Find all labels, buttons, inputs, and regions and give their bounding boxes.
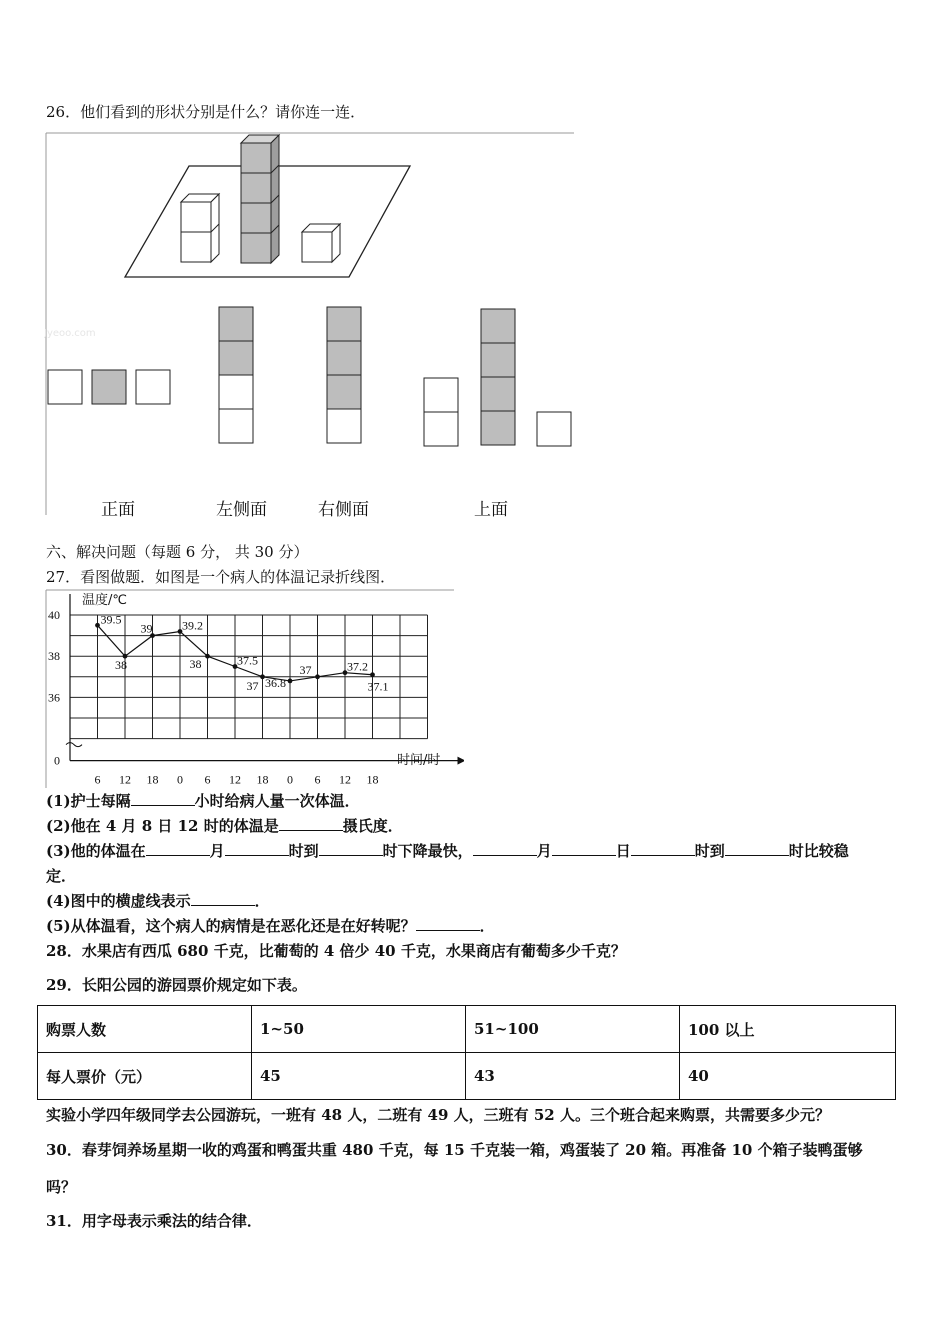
answer-blank[interactable] — [191, 891, 255, 906]
table-cell: 1~50 — [252, 1006, 466, 1053]
x-axis-arrow — [458, 757, 465, 765]
data-label: 38 — [189, 657, 202, 672]
q27-sub3: (3)他的体温在 月 时到 时下降最快， 月 日 时到 时比较稳 — [46, 842, 849, 860]
q30-line2: 吗？ — [46, 1178, 77, 1196]
q27-sub3-wrap: 定． — [46, 867, 77, 885]
data-label: 37 — [299, 662, 312, 677]
q31: 31．用字母表示乘法的结合律． — [46, 1212, 262, 1230]
answer-blank[interactable] — [319, 841, 383, 856]
table-cell: 45 — [252, 1053, 466, 1100]
option-column-a — [219, 307, 253, 443]
x-tick-label: 0 — [287, 772, 293, 787]
y-tick-label: 40 — [48, 608, 60, 622]
data-label: 39.5 — [100, 612, 122, 627]
data-point — [315, 674, 320, 679]
x-tick-label: 18 — [146, 772, 159, 787]
data-point — [370, 672, 375, 677]
data-label: 37.5 — [237, 653, 258, 668]
stack-two-cubes — [181, 194, 219, 262]
q27-sub2: (2)他在 4 月 8 日 12 时的体温是 摄氏度． — [46, 817, 403, 835]
q27-sub5: (5)从体温看，这个病人的病情是在恶化还是在好转呢？ ． — [46, 917, 495, 935]
table-row — [38, 1053, 896, 1100]
q27-title: 27．看图做题．如图是一个病人的体温记录折线图． — [46, 568, 396, 586]
answer-blank[interactable] — [225, 841, 289, 856]
table-cell: 购票人数 — [38, 1006, 252, 1053]
answer-blank[interactable] — [473, 841, 537, 856]
x-tick-label: 12 — [229, 772, 241, 787]
option-row-three-squares — [48, 370, 170, 404]
table-cell: 43 — [466, 1053, 680, 1100]
view-label-left: 左侧面 — [216, 500, 267, 520]
single-cube — [302, 224, 340, 262]
x-tick-label: 0 — [177, 772, 183, 787]
answer-blank[interactable] — [416, 916, 480, 931]
axis-break — [66, 743, 82, 747]
x-tick-label: 6 — [314, 772, 321, 787]
answer-blank[interactable] — [631, 841, 695, 856]
data-label: 37.1 — [367, 679, 389, 694]
q30-line1: 30．春芽饲养场星期一收的鸡蛋和鸭蛋共重 480 千克，每 15 千克装一箱，鸡蛋装了 20 箱。再准备 10 个箱子装鸭蛋够 — [46, 1141, 863, 1159]
table-cell: 40 — [680, 1053, 896, 1100]
x-tick-label: 6 — [94, 772, 101, 787]
q29-question: 实验小学四年级同学去公园游玩，一班有 48 人，二班有 49 人，三班有 52 人。三个班合起来购票，共需要多少元？ — [46, 1106, 830, 1124]
price-table — [37, 1005, 896, 1100]
answer-blank[interactable] — [552, 841, 616, 856]
data-point — [288, 679, 293, 684]
x-tick-label: 12 — [119, 772, 131, 787]
temperature-line-chart — [44, 588, 464, 794]
x-tick-label: 6 — [204, 772, 211, 787]
watermark: Jyeoo.com — [44, 328, 96, 339]
section-heading: 六、解决问题（每题 6 分， 共 30 分） — [46, 543, 309, 561]
data-label: 37.2 — [347, 659, 368, 674]
table-cell: 100 以上 — [680, 1006, 896, 1053]
stack-four-cubes — [241, 135, 279, 263]
q26-title: 26．他们看到的形状分别是什么？请你连一连． — [46, 103, 366, 121]
table-row — [38, 1006, 896, 1053]
answer-blank[interactable] — [279, 816, 343, 831]
answer-blank[interactable] — [131, 791, 195, 806]
x-tick-label: 12 — [339, 772, 351, 787]
data-label: 38 — [115, 658, 127, 673]
data-label: 36.8 — [265, 675, 286, 690]
data-label: 39 — [140, 621, 153, 636]
answer-blank[interactable] — [146, 841, 210, 856]
view-label-top: 上面 — [474, 500, 508, 520]
data-point — [95, 623, 100, 628]
q28: 28．水果店有西瓜 680 千克，比葡萄的 4 倍少 40 千克，水果商店有葡萄多少千克？ — [46, 942, 626, 960]
view-label-front: 正面 — [101, 500, 135, 520]
q27-sub1: (1)护士每隔 小时给病人量一次体温． — [46, 792, 360, 810]
chart-xlabel: 时间/时 — [397, 753, 441, 768]
data-label: 37 — [246, 678, 259, 693]
chart-ylabel: 温度/℃ — [82, 593, 127, 608]
q26-figure — [44, 130, 584, 520]
data-point — [205, 654, 210, 659]
data-label: 39.2 — [182, 618, 203, 633]
x-tick-label: 18 — [366, 772, 379, 787]
answer-blank[interactable] — [725, 841, 789, 856]
table-cell: 51~100 — [466, 1006, 680, 1053]
y-tick-label: 0 — [54, 753, 60, 768]
y-tick-label: 36 — [48, 690, 60, 705]
option-top-view — [424, 309, 571, 446]
table-cell: 每人票价（元） — [38, 1053, 252, 1100]
q27-sub4: (4)图中的横虚线表示 ． — [46, 892, 270, 910]
view-label-right: 右侧面 — [318, 500, 369, 520]
option-column-b — [327, 307, 361, 443]
q29-title: 29．长阳公园的游园票价规定如下表。 — [46, 976, 307, 994]
x-tick-label: 18 — [256, 772, 269, 787]
y-tick-label: 38 — [48, 649, 60, 664]
